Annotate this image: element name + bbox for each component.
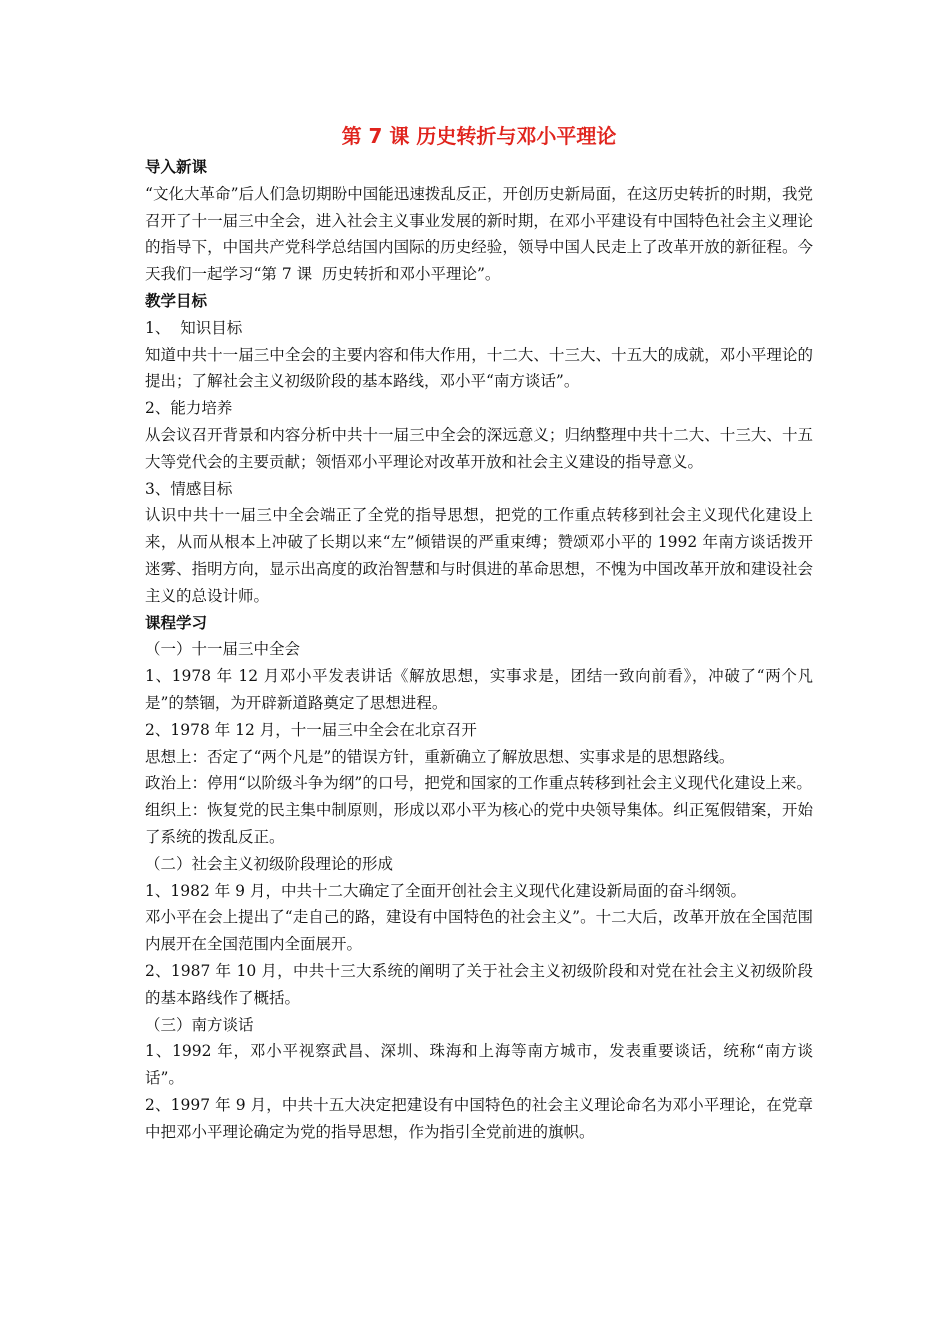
knowledge-objective-text: 知道中共十一届三中全会的主要内容和伟大作用，十二大、十三大、十五大的成就，邓小平理论的提出；了解社会主义初级阶段的基本路线，邓小平“南方谈话”。 bbox=[145, 345, 813, 391]
ability-objective-label: 2、能力培养 bbox=[145, 399, 233, 418]
section-1-paragraph: 政治上：停用“以阶级斗争为纲”的口号，把党和国家的工作重点转移到社会主义现代化建设上来。 bbox=[145, 774, 812, 793]
section-2-paragraph: 2、1987 年 10 月，中共十三大系统的阐明了关于社会主义初级阶段和对党在社会主义初级阶段的基本路线作了概括。 bbox=[145, 961, 813, 1007]
course-heading: 课程学习 bbox=[145, 613, 208, 632]
section-3-paragraph: 1、1992 年，邓小平视察武昌、深圳、珠海和上海等南方城市，发表重要谈话，统称“南方谈话”。 bbox=[145, 1042, 813, 1088]
section-2-paragraph: 1、1982 年 9 月，中共十二大确定了全面开创社会主义现代化建设新局面的奋斗纲领。 bbox=[145, 881, 746, 900]
emotion-objective-text: 认识中共十一届三中全会端正了全党的指导思想，把党的工作重点转移到社会主义现代化建设上来，从而从根本上冲破了长期以来“左”倾错误的严重束缚；赞颂邓小平的 1992 年南方谈话拨开迷雾、指明方向，显示出高度的政治智慧和与时俱进的革命思想，不愧为中国改革开放和建设社会主义的总设计师。 bbox=[145, 506, 813, 605]
section-1-title: （一）十一届三中全会 bbox=[145, 640, 301, 659]
section-1-paragraph: 1、1978 年 12 月邓小平发表讲话《解放思想，实事求是，团结一致向前看》，冲破了“两个凡是”的禁锢，为开辟新道路奠定了思想进程。 bbox=[145, 667, 813, 712]
emotion-objective-label: 3、情感目标 bbox=[145, 479, 233, 498]
page-title: 第 7 课 历史转折与邓小平理论 bbox=[341, 124, 617, 148]
objectives-heading: 教学目标 bbox=[145, 291, 208, 310]
section-1-paragraph: 2、1978 年 12 月，十一届三中全会在北京召开 bbox=[145, 720, 477, 739]
ability-objective-text: 从会议召开背景和内容分析中共十一届三中全会的深远意义；归纳整理中共十二大、十三大、十五大等党代会的主要贡献；领悟邓小平理论对改革开放和社会主义建设的指导意义。 bbox=[145, 425, 813, 471]
section-3-paragraph: 2、1997 年 9 月，中共十五大决定把建设有中国特色的社会主义理论命名为邓小平理论，在党章中把邓小平理论确定为党的指导思想，作为指引全党前进的旗帜。 bbox=[145, 1095, 813, 1141]
section-2-paragraph: 邓小平在会上提出了“走自己的路，建设有中国特色的社会主义”。十二大后，改革开放在全国范围内展开在全国范围内全面展开。 bbox=[145, 908, 813, 954]
section-1-paragraph: 组织上：恢复党的民主集中制原则，形成以邓小平为核心的党中央领导集体。纠正冤假错案，开始了系统的拨乱反正。 bbox=[145, 801, 813, 846]
knowledge-objective-label: 1、 知识目标 bbox=[145, 318, 243, 337]
section-2-title: （二）社会主义初级阶段理论的形成 bbox=[145, 854, 394, 873]
document-page bbox=[145, 122, 813, 1145]
intro-heading: 导入新课 bbox=[145, 158, 208, 176]
section-3-title: （三）南方谈话 bbox=[145, 1015, 254, 1034]
intro-paragraph: “文化大革命”后人们急切期盼中国能迅速拨乱反正，开创历史新局面，在这历史转折的时期，我党召开了十一届三中全会，进入社会主义事业发展的新时期，在邓小平建设有中国特色社会主义理论的指导下，中国共产党科学总结国内国际的历史经验，领导中国人民走上了改革开放的新征程。今天我们一起学习“第 7 课 历史转折和邓小平理论”。 bbox=[145, 184, 813, 284]
section-1-paragraph: 思想上：否定了“两个凡是”的错误方针，重新确立了解放思想、实事求是的思想路线。 bbox=[145, 747, 735, 766]
